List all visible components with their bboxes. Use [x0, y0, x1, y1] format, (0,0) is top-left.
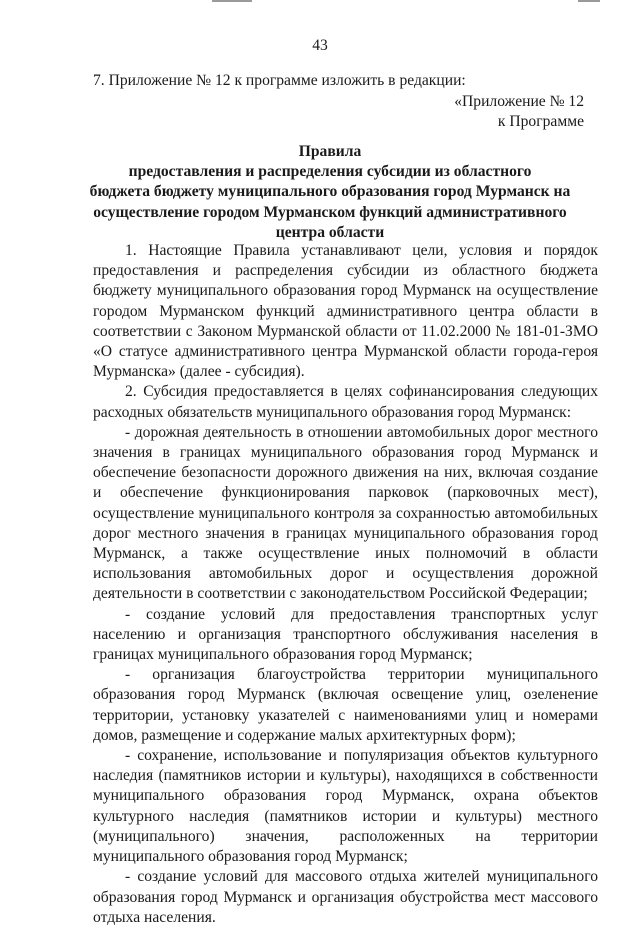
title-line: предоставления и распределения субсидии из областного — [128, 163, 532, 181]
title-line: осуществление городом Мурманском функций административного — [93, 203, 567, 221]
scan-mark — [212, 0, 252, 2]
appendix-line: «Приложение № 12 — [454, 93, 584, 110]
paragraph: - дорожная деятельность в отношении автомобильных дорог местного значения в границах муниципального образования город Мурманск и обеспечение безопасности дорожного движения на них, включая создание и обеспечение функционирования парковок (парковочных мест), осуществление муниципального контроля за сохранностью автомобильных дорог местного значения в границах муниципального образования город Мурманск, а также осуществление иных полномочий в области использования автомобильных дорог и осуществления дорожной деятельности в соответствии с законодательством Российской Федерации; — [93, 423, 598, 603]
title-line: центра области — [275, 223, 385, 241]
document-title — [80, 142, 580, 243]
title-line: Правила — [298, 143, 362, 160]
appendix-line: к Программе — [497, 113, 584, 131]
document-body — [93, 241, 598, 928]
paragraph: - организация благоустройства территории муниципального образования город Мурманск (включая освещение улиц, озеленение территории, установку указателей с наименованиями улиц и номерами домов, размещение и содержание малых архитектурных форм); — [93, 666, 598, 744]
intro-line: 7. Приложение № 12 к программе изложить в редакции: — [93, 72, 466, 89]
appendix-header — [454, 92, 584, 132]
paragraph: - создание условий для массового отдыха жителей муниципального образования город Мурманск и организация обустройства мест массового отдыха населения. — [93, 868, 598, 926]
paragraph: - создание условий для предоставления транспортных услуг населению и организация транспортного обслуживания населения в границах муниципального образования город Мурманск; — [93, 605, 598, 664]
title-line: бюджета бюджету муниципального образования город Мурманск на — [89, 183, 571, 201]
page-number: 43 — [312, 37, 328, 54]
scan-mark — [578, 0, 600, 2]
paragraph: 1. Настоящие Правила устанавливают цели, условия и порядок предоставления и распределения субсидии из областного бюджета бюджету муниципального образования город Мурманск на осуществление городом Мурманском функций административного центра области в соответствии с Законом Мурманской области от 11.02.2000 № 181-01-ЗМО «О статусе административного центра Мурманской области города-героя Мурманска» (далее - субсидия). — [93, 242, 598, 381]
paragraph: 2. Субсидия предоставляется в целях софинансирования следующих расходных обязательств муниципального образования город Мурманск: — [93, 383, 598, 421]
paragraph: - сохранение, использование и популяризация объектов культурного наследия (памятников истории и культуры), находящихся в собственности муниципального образования город Мурманск, охрана объектов культурного наследия (памятников истории и культуры) местного (муниципального) значения, расположенных на территории муниципального образования город Мурманск; — [93, 747, 598, 866]
